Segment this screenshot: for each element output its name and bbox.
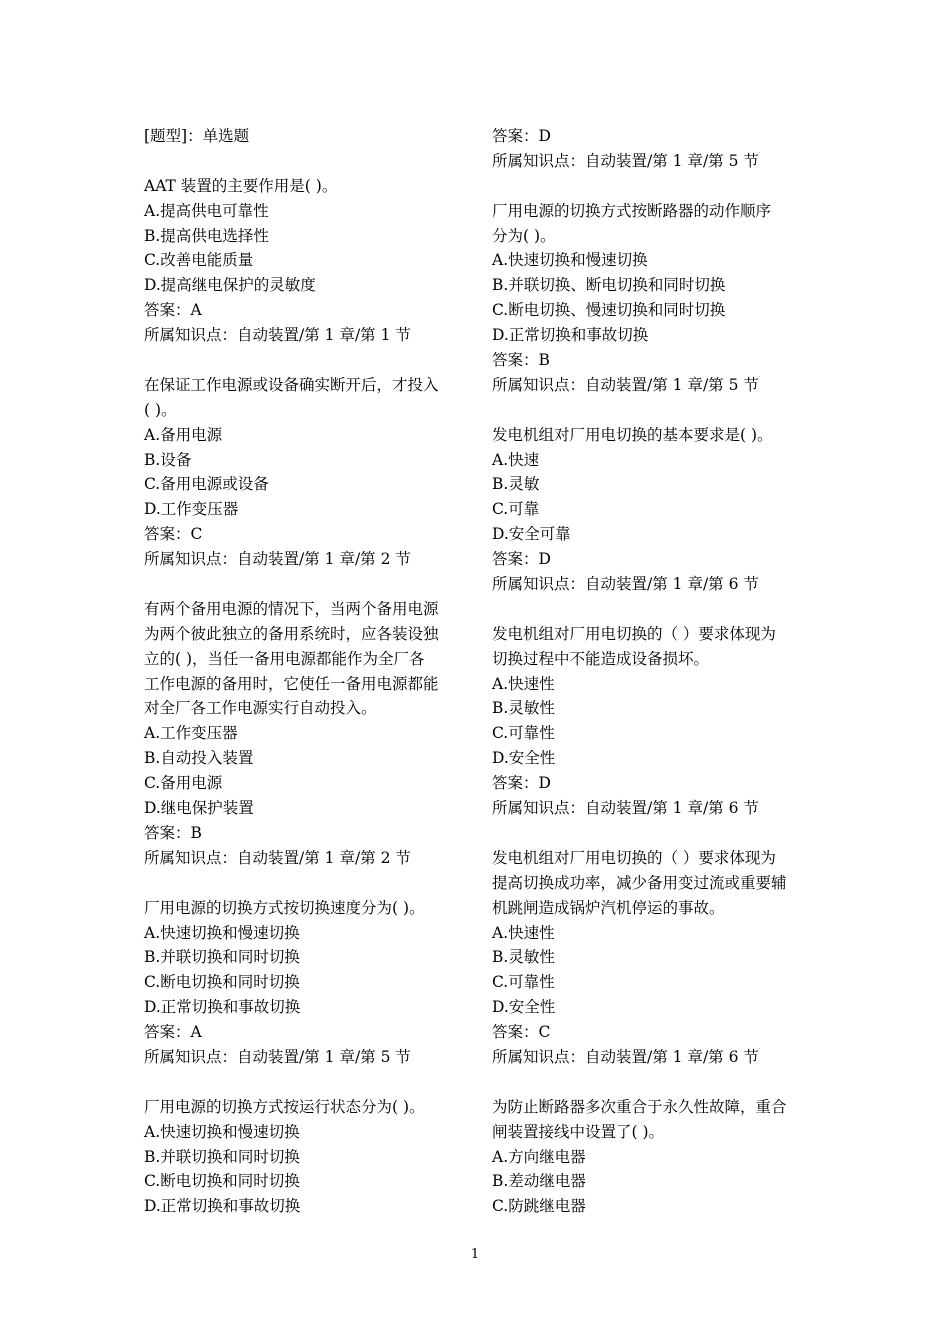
question-text-line: 对全厂各工作电源实行自动投入。 [144,699,377,718]
answer-option: B.并联切换、断电切换和同时切换 [492,276,726,295]
answer-key: 答案：B [492,351,550,370]
knowledge-point: 所属知识点：自动装置/第 1 章/第 5 节 [492,151,759,170]
question-text-line: 闸装置接线中设置了( )。 [492,1122,665,1141]
knowledge-point: 所属知识点：自动装置/第 1 章/第 2 节 [144,550,411,569]
question-text-line: ( )。 [144,400,177,419]
question-text-line: 有两个备用电源的情况下，当两个备用电源 [144,599,439,618]
answer-option: C.改善电能质量 [144,251,254,270]
question-text-line: 厂用电源的切换方式按运行状态分为( )。 [144,1097,425,1116]
blank-line [144,871,474,896]
blank-line [492,174,822,199]
question-text-line: 提高切换成功率，减少备用变过流或重要辅 [492,873,787,892]
answer-option: C.断电切换、慢速切换和同时切换 [492,301,726,320]
knowledge-point: 所属知识点：自动装置/第 1 章/第 1 节 [144,326,411,345]
question-type-label: [题型]：单选题 [144,127,250,145]
blank-line [492,821,822,846]
answer-key: 答案：C [144,525,203,544]
answer-key: 答案：A [144,301,202,320]
answer-key: 答案：D [492,127,551,145]
blank-line [144,572,474,597]
answer-option: A.快速切换和慢速切换 [144,1122,300,1141]
answer-key: 答案：B [144,823,202,842]
answer-option: C.备用电源 [144,774,223,793]
question-text-line: 为两个彼此独立的备用系统时，应各装设独 [144,624,439,643]
answer-option: C.可靠 [492,500,540,519]
answer-option: D.继电保护装置 [144,799,254,818]
answer-option: C.断电切换和同时切换 [144,973,300,992]
blank-line [144,348,474,373]
answer-option: C.备用电源或设备 [144,475,269,494]
answer-option: D.安全性 [492,998,556,1017]
knowledge-point: 所属知识点：自动装置/第 1 章/第 5 节 [144,1047,411,1066]
blank-line [492,398,822,423]
answer-option: C.断电切换和同时切换 [144,1172,300,1191]
blank-line [492,1070,822,1095]
knowledge-point: 所属知识点：自动装置/第 1 章/第 6 节 [492,575,759,594]
answer-option: B.并联切换和同时切换 [144,1147,300,1166]
answer-option: B.提高供电选择性 [144,226,269,245]
answer-option: D.正常切换和事故切换 [492,326,649,345]
answer-option: C.可靠性 [492,973,555,992]
question-text-line: 发电机组对厂用电切换的（ ）要求体现为 [492,624,776,643]
answer-key: 答案：C [492,1023,551,1042]
answer-option: A.方向继电器 [492,1147,586,1166]
answer-key: 答案：D [492,774,551,793]
answer-option: A.快速切换和慢速切换 [144,923,300,942]
question-text-line: 发电机组对厂用电切换的基本要求是( )。 [492,425,773,444]
knowledge-point: 所属知识点：自动装置/第 1 章/第 6 节 [492,1047,759,1066]
answer-option: B.灵敏 [492,475,540,494]
answer-option: A.快速 [492,450,540,469]
answer-option: A.提高供电可靠性 [144,201,269,220]
question-text-line: 工作电源的备用时，它使任一备用电源都能 [144,674,439,693]
answer-option: B.设备 [144,450,192,469]
page-number: 1 [470,1247,480,1262]
answer-option: A.工作变压器 [144,724,238,743]
answer-key: 答案：A [144,1023,202,1042]
question-text-line: 为防止断路器多次重合于永久性故障，重合 [492,1097,787,1116]
knowledge-point: 所属知识点：自动装置/第 1 章/第 2 节 [144,848,411,867]
answer-option: D.正常切换和事故切换 [144,1197,301,1216]
answer-option: B.自动投入装置 [144,749,254,768]
answer-option: A.备用电源 [144,425,223,444]
knowledge-point: 所属知识点：自动装置/第 1 章/第 5 节 [492,375,759,394]
question-text-line: 在保证工作电源或设备确实断开后，才投入 [144,375,439,394]
question-text-line: 切换过程中不能造成设备损坏。 [492,649,710,668]
answer-option: D.工作变压器 [144,500,239,519]
blank-line [492,597,822,622]
answer-option: B.灵敏性 [492,948,555,967]
answer-option: A.快速性 [492,674,555,693]
answer-option: D.安全可靠 [492,525,571,544]
answer-option: B.灵敏性 [492,699,555,718]
question-text-line: AAT 装置的主要作用是( )。 [144,176,338,195]
question-text-line: 厂用电源的切换方式按切换速度分为( )。 [144,898,425,917]
right-text-column [492,124,822,1219]
answer-option: A.快速性 [492,923,555,942]
answer-option: C.可靠性 [492,724,555,743]
question-text-line: 立的( )，当任一备用电源都能作为全厂各 [144,649,425,668]
question-text-line: 机跳闸造成锅炉汽机停运的事故。 [492,898,725,917]
question-text-line: 发电机组对厂用电切换的（ ）要求体现为 [492,848,776,867]
answer-option: D.提高继电保护的灵敏度 [144,276,316,295]
blank-line [144,149,474,174]
answer-option: D.安全性 [492,749,556,768]
answer-option: D.正常切换和事故切换 [144,998,301,1017]
answer-key: 答案：D [492,550,551,569]
knowledge-point: 所属知识点：自动装置/第 1 章/第 6 节 [492,799,759,818]
answer-option: B.差动继电器 [492,1172,586,1191]
question-text-line: 厂用电源的切换方式按断路器的动作顺序 [492,201,772,220]
left-text-column [144,124,474,1219]
answer-option: B.并联切换和同时切换 [144,948,300,967]
question-text-line: 分为( )。 [492,226,556,245]
blank-line [144,1070,474,1095]
answer-option: A.快速切换和慢速切换 [492,251,648,270]
answer-option: C.防跳继电器 [492,1197,586,1216]
